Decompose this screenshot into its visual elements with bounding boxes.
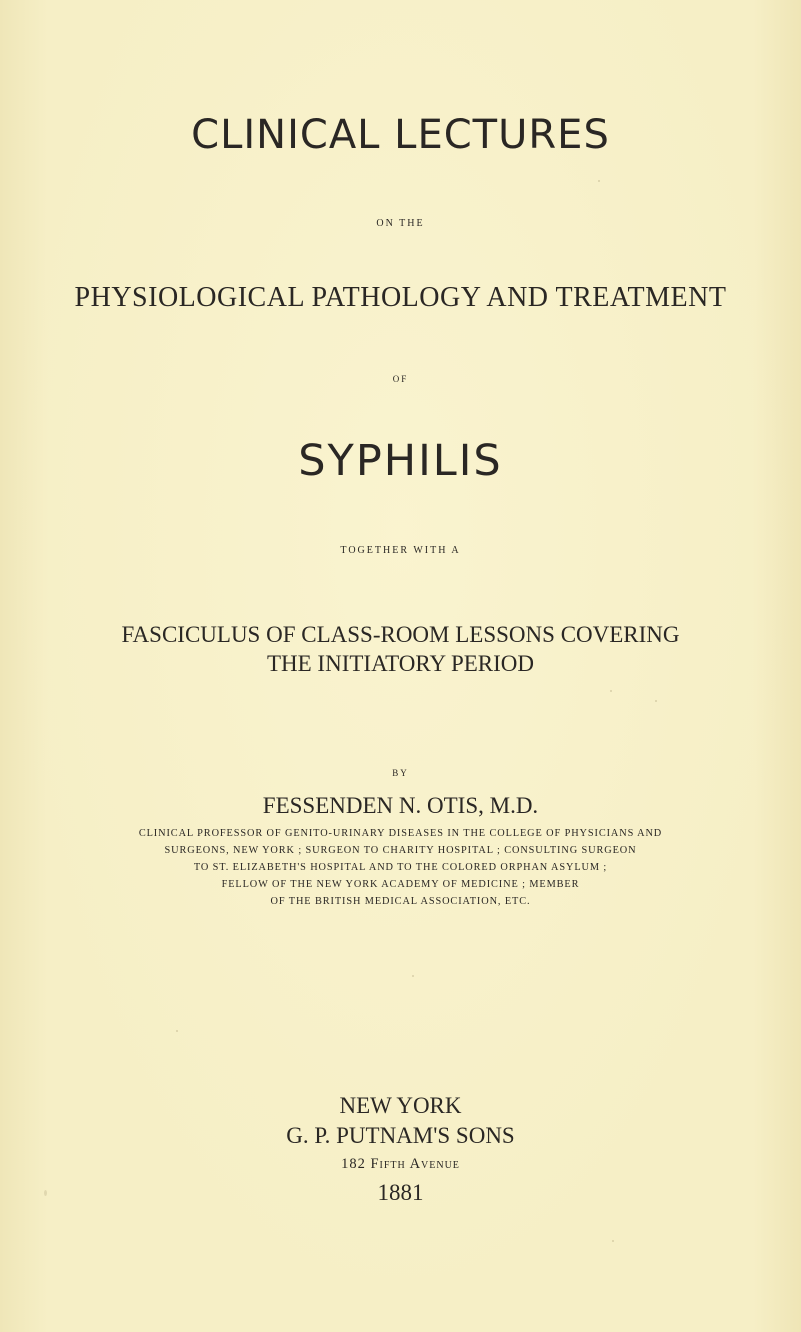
connector-on-the: ON THE bbox=[376, 218, 425, 229]
book-title-line-3: SYPHILIS bbox=[298, 436, 503, 486]
author-credential-line: CLINICAL PROFESSOR OF GENITO-URINARY DISEASES IN THE COLLEGE OF PHYSICIANS AND bbox=[138, 828, 663, 839]
paper-speck bbox=[598, 180, 600, 182]
imprint-publisher: G. P. PUTNAM'S SONS bbox=[286, 1123, 515, 1148]
paper-speck bbox=[176, 1030, 178, 1032]
subtitle-line-2: THE INITIATORY PERIOD bbox=[266, 651, 535, 676]
paper-speck bbox=[610, 690, 612, 692]
paper-speck bbox=[612, 1240, 614, 1242]
paper-speck bbox=[44, 1190, 47, 1196]
connector-of: OF bbox=[392, 374, 409, 384]
author-name: FESSENDEN N. OTIS, M.D. bbox=[262, 793, 539, 818]
author-credential-line: TO ST. ELIZABETH'S HOSPITAL AND TO THE COLORED ORPHAN ASYLUM ; bbox=[193, 862, 608, 873]
author-credential-line: OF THE BRITISH MEDICAL ASSOCIATION, ETC. bbox=[270, 896, 531, 907]
paper-speck bbox=[412, 975, 414, 977]
imprint-address: 182 Fifth Avenue bbox=[341, 1156, 460, 1172]
imprint-year: 1881 bbox=[377, 1180, 424, 1205]
book-title-line-2: PHYSIOLOGICAL PATHOLOGY AND TREATMENT bbox=[74, 282, 727, 313]
connector-together-with: TOGETHER WITH A bbox=[340, 545, 461, 556]
connector-by: BY bbox=[392, 768, 409, 778]
paper-speck bbox=[655, 700, 657, 702]
subtitle-line-1: FASCICULUS OF CLASS-ROOM LESSONS COVERING bbox=[121, 622, 680, 647]
imprint-city: NEW YORK bbox=[339, 1093, 462, 1118]
author-credential-line: SURGEONS, NEW YORK ; SURGEON TO CHARITY HOSPITAL ; CONSULTING SURGEON bbox=[164, 845, 637, 856]
author-credential-line: FELLOW OF THE NEW YORK ACADEMY OF MEDICINE ; MEMBER bbox=[221, 879, 580, 890]
book-title-line-1: CLINICAL LECTURES bbox=[191, 112, 610, 158]
